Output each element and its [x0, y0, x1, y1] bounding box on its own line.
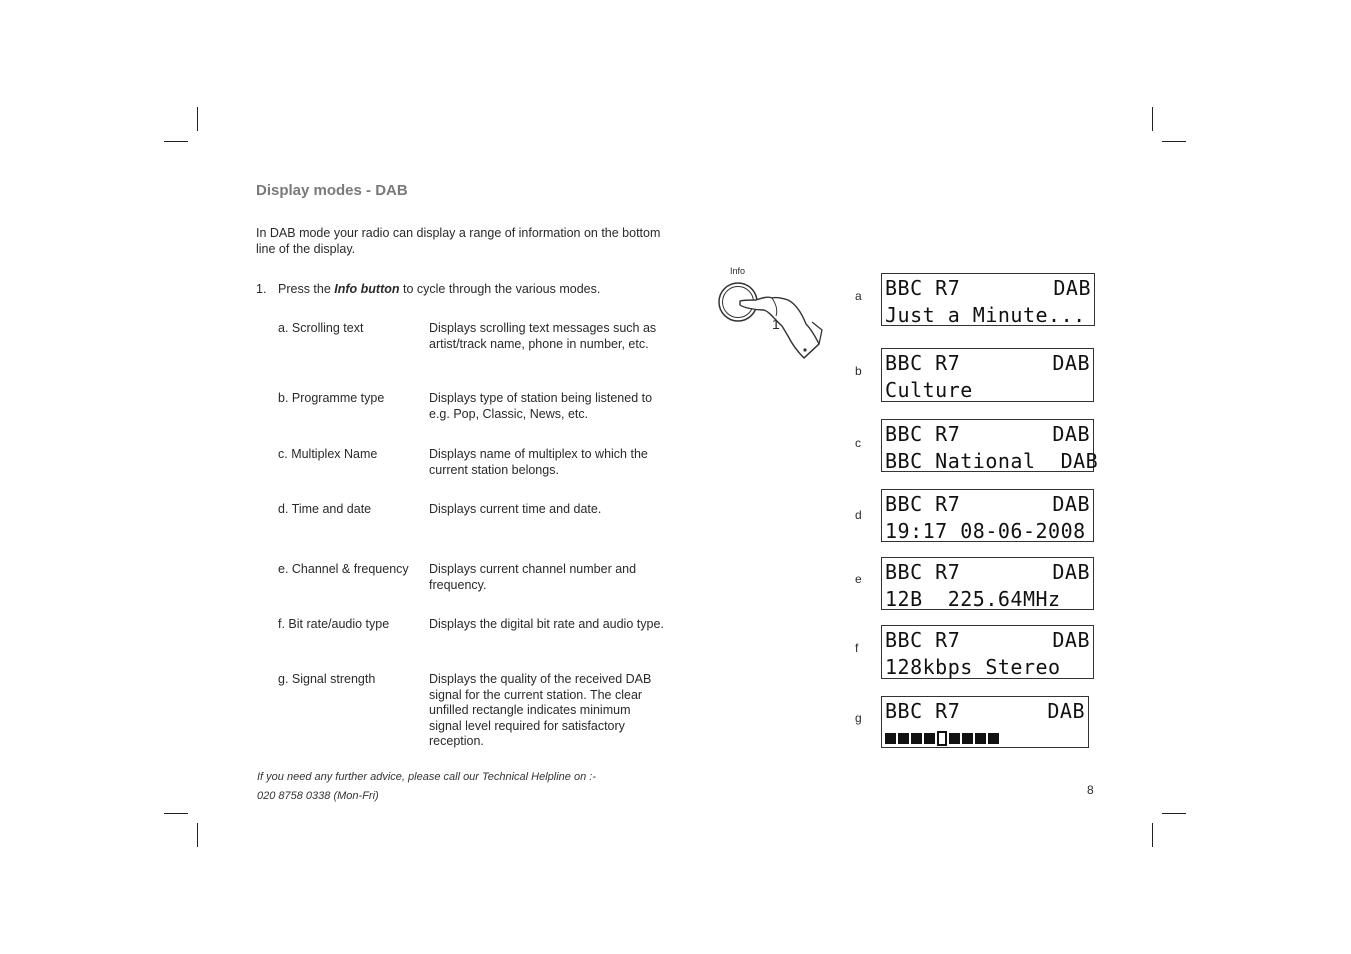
lcd-mode: DAB: [1052, 492, 1090, 516]
step-number: 1.: [256, 282, 267, 296]
display-letter-c: c: [855, 436, 861, 450]
mode-desc-channel-frequency: Displays current channel number and frequency.: [429, 562, 637, 592]
signal-bar: [885, 733, 896, 744]
lcd-mode: DAB: [1052, 422, 1090, 446]
lcd-display-channel-frequency: [881, 557, 1094, 610]
lcd-display-multiplex-name: [881, 419, 1099, 473]
lcd-mode: DAB: [1053, 276, 1091, 300]
lcd-station: BBC R7: [885, 628, 961, 652]
crop-mark: [164, 813, 188, 814]
mode-desc-multiplex-name: Displays name of multiplex to which the current station belongs.: [429, 447, 648, 477]
mode-desc-time-date: Displays current time and date.: [429, 502, 602, 516]
info-step-number: 1: [772, 316, 780, 332]
display-letter-g: g: [855, 711, 862, 725]
lcd-mode: DAB: [1052, 560, 1090, 584]
mode-desc-programme-type: Displays type of station being listened to e.g. Pop, Classic, News, etc.: [429, 391, 653, 421]
signal-bar: [975, 733, 986, 744]
step-text-post: to cycle through the various modes.: [399, 282, 601, 296]
mode-label-channel-frequency: e. Channel & frequency: [278, 562, 409, 576]
signal-bar: [898, 733, 909, 744]
intro-text: In DAB mode your radio can display a range of information on the bottom line of the display.: [256, 226, 661, 256]
lcd-display-programme-type: [881, 348, 1094, 402]
lcd-mode: DAB: [1052, 351, 1090, 375]
footer: [257, 768, 596, 806]
mode-label-programme-type: b. Programme type: [278, 391, 385, 405]
mode-desc-signal-strength: Displays the quality of the received DAB signal for the current station. The clear unfilled rectangle indicates minimum signal level required for satisfactory reception.: [429, 672, 652, 748]
mode-label-multiplex-name: c. Multiplex Name: [278, 447, 378, 461]
helpline-text: If you need any further advice, please call our Technical Helpline on :-: [257, 771, 596, 783]
page-number: 8: [1087, 783, 1094, 797]
lcd-station: BBC R7: [885, 351, 961, 375]
pointing-hand-icon: [716, 264, 826, 364]
lcd-mode: DAB: [1052, 628, 1090, 652]
helpline-number: 020 8758 0338 (Mon-Fri): [257, 790, 379, 802]
lcd-display-scrolling-text: [881, 273, 1095, 326]
crop-mark: [197, 823, 198, 847]
lcd-line2: BBC National DAB: [885, 449, 1099, 473]
lcd-display-time-date: [881, 489, 1094, 542]
step-1: [256, 281, 600, 297]
mode-label-time-date: d. Time and date: [278, 502, 372, 516]
info-button-label: Info: [730, 266, 746, 276]
lcd-station: BBC R7: [885, 492, 961, 516]
lcd-line2: Culture: [885, 378, 973, 402]
crop-mark: [1162, 813, 1186, 814]
lcd-line2: 12B 225.64MHz: [885, 587, 1061, 611]
crop-mark: [1152, 107, 1153, 131]
signal-bar: [988, 733, 999, 744]
signal-bar: [949, 733, 960, 744]
lcd-line2: 128kbps Stereo: [885, 655, 1061, 679]
mode-label-scrolling-text: a. Scrolling text: [278, 321, 364, 335]
lcd-line2: 19:17 08-06-2008: [885, 519, 1086, 543]
display-letter-d: d: [855, 508, 862, 522]
mode-label-bit-rate: f. Bit rate/audio type: [278, 617, 390, 631]
lcd-display-signal-strength: [881, 696, 1089, 748]
step-keyword: Info button: [334, 282, 400, 296]
crop-mark: [164, 141, 188, 142]
page-title: Display modes - DAB: [256, 182, 408, 199]
crop-mark: [1152, 823, 1153, 847]
lcd-display-bit-rate: [881, 625, 1094, 679]
mode-label-signal-strength: g. Signal strength: [278, 672, 376, 686]
lcd-station: BBC R7: [885, 560, 961, 584]
crop-mark: [1162, 141, 1186, 142]
signal-strength-bars: [885, 725, 999, 752]
signal-bar: [911, 733, 922, 744]
crop-mark: [197, 107, 198, 131]
step-text-pre: Press the: [278, 282, 335, 296]
display-letter-f: f: [855, 641, 859, 655]
lcd-station: BBC R7: [885, 699, 961, 723]
signal-bar: [962, 733, 973, 744]
info-button-illustration: [716, 264, 826, 364]
lcd-line2: Just a Minute...: [885, 303, 1086, 327]
lcd-mode: DAB: [1047, 699, 1085, 723]
display-letter-e: e: [855, 572, 862, 586]
lcd-station: BBC R7: [885, 276, 961, 300]
mode-desc-bit-rate: Displays the digital bit rate and audio type.: [429, 617, 664, 631]
signal-threshold-marker: [937, 731, 947, 746]
lcd-station: BBC R7: [885, 422, 961, 446]
display-letter-a: a: [855, 289, 862, 303]
display-letter-b: b: [855, 364, 862, 378]
signal-bar: [924, 733, 935, 744]
mode-desc-scrolling-text: Displays scrolling text messages such as artist/track name, phone in number, etc.: [429, 321, 657, 351]
